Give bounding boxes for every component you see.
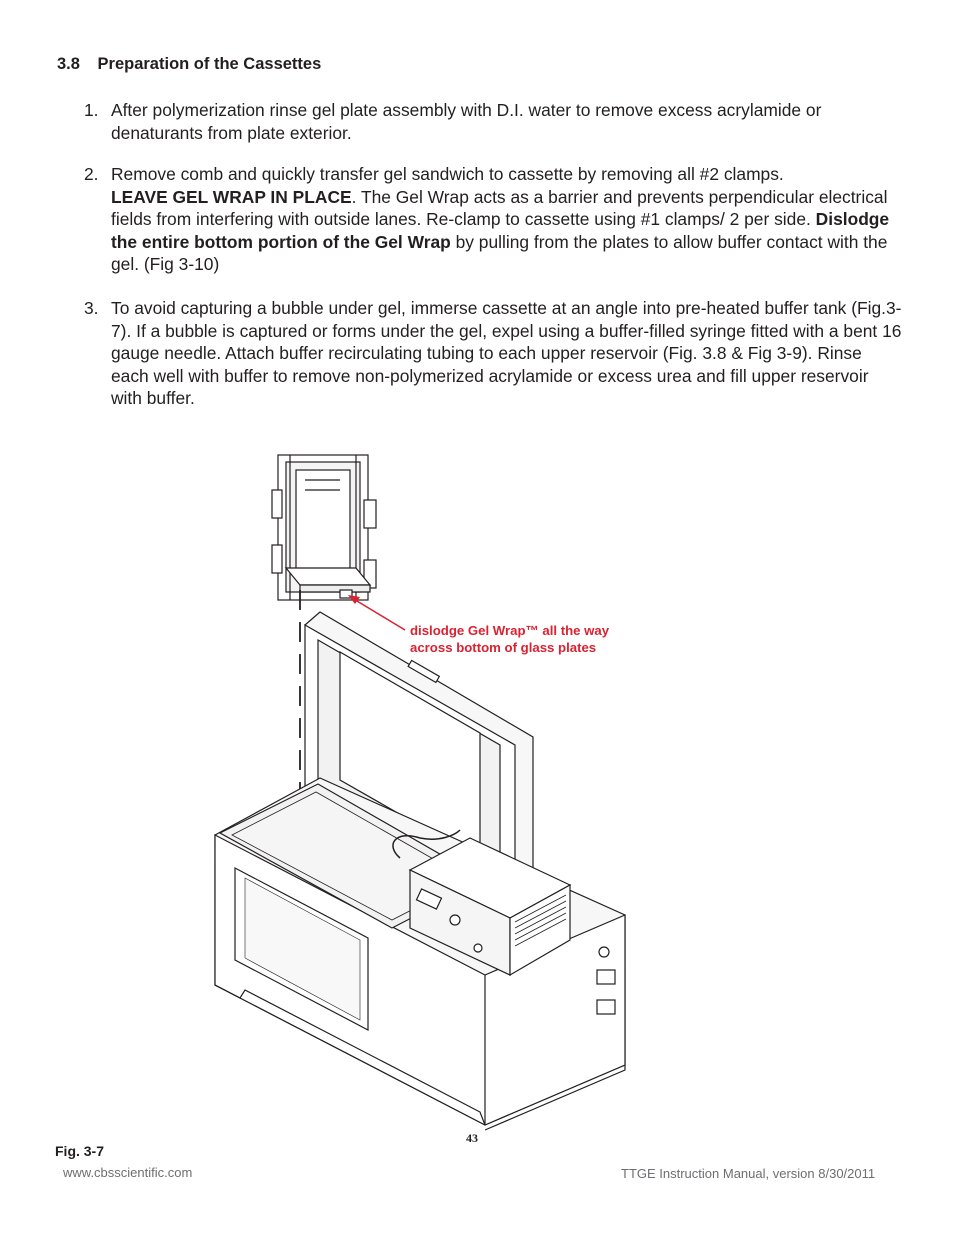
step-1 xyxy=(84,99,904,144)
step-1-text: After polymerization rinse gel plate assembly with D.I. water to remove excess acrylamide or denaturants from plate exterior. xyxy=(111,100,822,143)
step-2-body xyxy=(111,163,904,276)
gel-wrap-callout xyxy=(410,622,609,656)
callout-arrow xyxy=(348,595,405,630)
step-3 xyxy=(84,297,904,410)
fig-3-7-illustration xyxy=(200,445,640,1145)
cassette-drawing xyxy=(272,455,376,600)
step-2-bold-b: Dislodge the entire bottom portion of the Gel Wrap xyxy=(111,209,890,252)
step-2-text-c: by pulling from the plates to allow buffer contact with the gel. (Fig 3-10) xyxy=(111,231,888,274)
step-2-bold-a: LEAVE GEL WRAP IN PLACE xyxy=(111,186,352,207)
step-2-text-a: Remove comb and quickly transfer gel sandwich to cassette by removing all #2 clamps. xyxy=(111,164,784,184)
callout-line-1: dislodge Gel Wrap™ all the way xyxy=(410,623,610,638)
step-2 xyxy=(84,163,904,276)
section-heading xyxy=(57,55,321,74)
callout-line-2: across bottom of glass plates xyxy=(410,640,597,655)
figure-label: Fig. 3-7 xyxy=(55,1143,105,1159)
section-number: 3.8 xyxy=(57,55,80,73)
step-2-number: 2. xyxy=(84,164,99,184)
footer-manual-version: TTGE Instruction Manual, version 8/30/2011 xyxy=(621,1166,876,1181)
page-number: 43 xyxy=(466,1131,478,1145)
section-title: Preparation of the Cassettes xyxy=(97,55,322,73)
step-3-number: 3. xyxy=(84,298,99,318)
tank-body xyxy=(215,778,625,1130)
step-3-text: To avoid capturing a bubble under gel, immerse cassette at an angle into pre-heated buffer tank (Fig.3-7). If a bubble is captured or forms under the gel, expel using a buffer-filled syringe fitted with a bent 16 gauge needle. Attach buffer recirculating tubing to each upper reservoir (Fig. 3.8 & Fig 3-9). Rinse each well with buffer to remove non-polymerized acrylamide or excess urea and fill upper reservoir with buffer. xyxy=(111,298,902,408)
step-2-text-b: . The Gel Wrap acts as a barrier and prevents perpendicular electrical fields from interfering with outside lanes. Re-clamp to cassette using #1 clamps/ 2 per side. xyxy=(111,186,888,229)
footer-website: www.cbsscientific.com xyxy=(63,1165,193,1180)
step-1-number: 1. xyxy=(84,100,99,120)
